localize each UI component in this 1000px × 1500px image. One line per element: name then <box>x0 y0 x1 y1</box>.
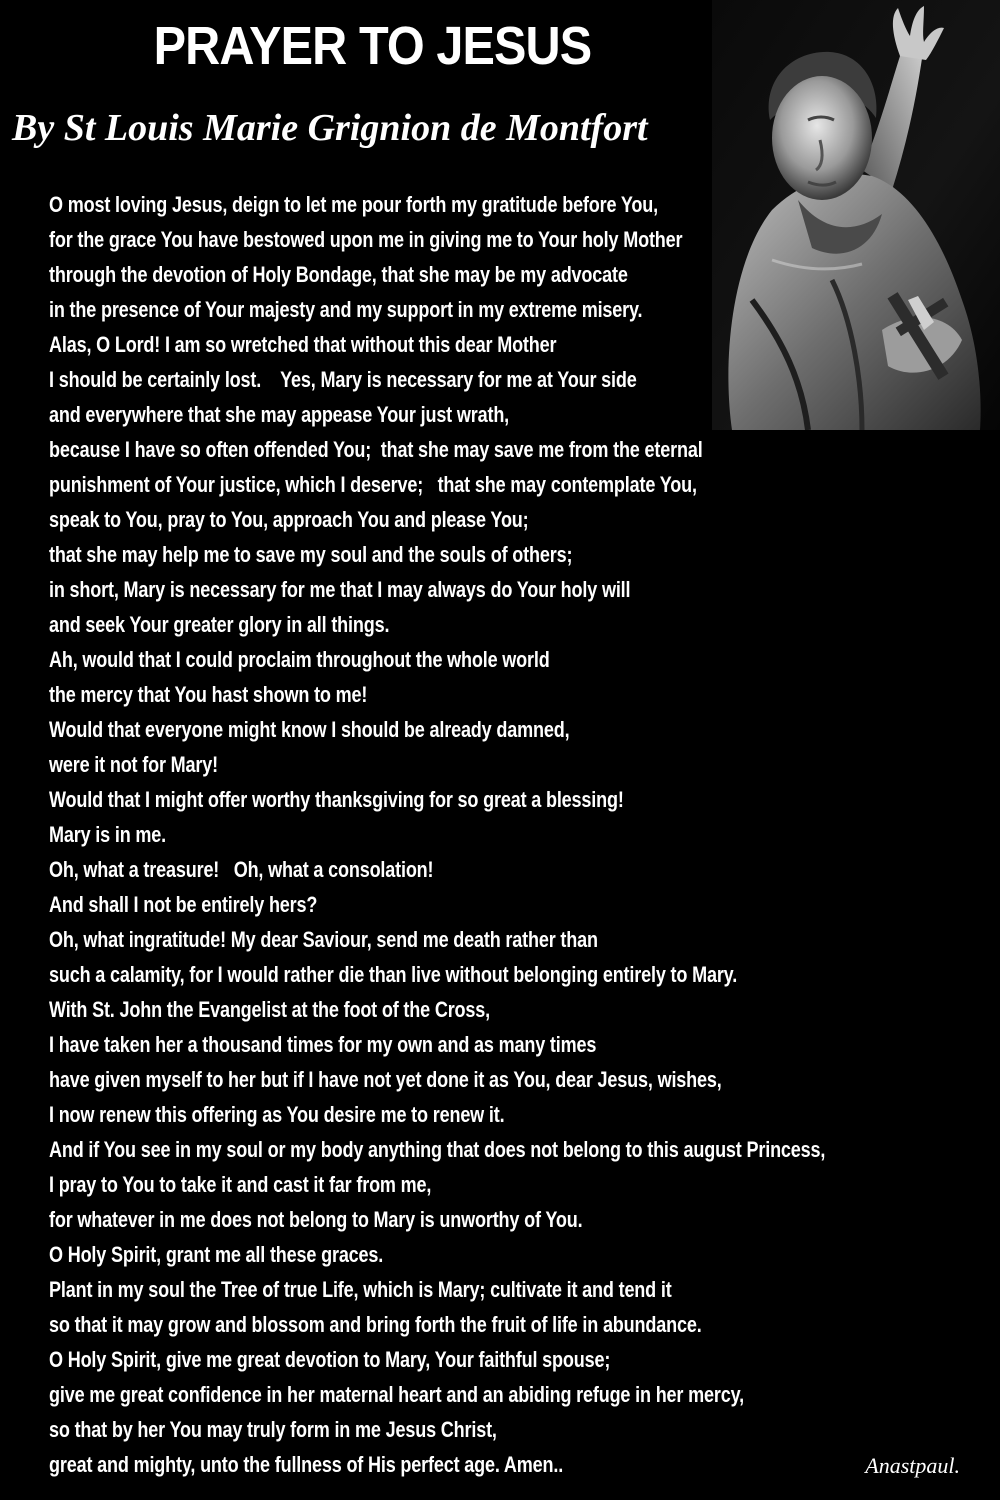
prayer-line: so that it may grow and blossom and bring forth the fruit of life in abundance. <box>49 1312 702 1337</box>
prayer-line: O Holy Spirit, grant me all these graces. <box>49 1242 384 1267</box>
prayer-line: And if You see in my soul or my body anything that does not belong to this august Princess, <box>49 1137 826 1162</box>
page-title: PRAYER TO JESUS <box>153 16 592 76</box>
author-signature: Anastpaul. <box>865 1453 960 1478</box>
prayer-line: speak to You, pray to You, approach You and please You; <box>49 507 529 532</box>
prayer-line: Would that I might offer worthy thanksgiving for so great a blessing! <box>49 787 624 812</box>
prayer-line: and seek Your greater glory in all things. <box>49 612 390 637</box>
prayer-line: O most loving Jesus, deign to let me pour forth my gratitude before You, <box>49 192 658 217</box>
prayer-line: because I have so often offended You; that she may save me from the eternal <box>49 437 703 462</box>
prayer-line: O Holy Spirit, give me great devotion to Mary, Your faithful spouse; <box>49 1347 611 1372</box>
prayer-line: Alas, O Lord! I am so wretched that without this dear Mother <box>49 332 557 357</box>
prayer-line: and everywhere that she may appease Your just wrath, <box>49 402 510 427</box>
prayer-line: through the devotion of Holy Bondage, that she may be my advocate <box>49 262 628 287</box>
prayer-line: that she may help me to save my soul and the souls of others; <box>49 542 573 567</box>
prayer-line: I have taken her a thousand times for my own and as many times <box>49 1032 597 1057</box>
prayer-line: Mary is in me. <box>49 822 167 847</box>
prayer-line: I should be certainly lost. Yes, Mary is necessary for me at Your side <box>49 367 637 392</box>
prayer-line: the mercy that You hast shown to me! <box>49 682 368 707</box>
page-subtitle: By St Louis Marie Grignion de Montfort <box>12 107 648 149</box>
prayer-line: were it not for Mary! <box>49 752 218 777</box>
prayer-line: such a calamity, for I would rather die than live without belonging entirely to Mary. <box>49 962 738 987</box>
prayer-line: have given myself to her but if I have not yet done it as You, dear Jesus, wishes, <box>49 1067 722 1092</box>
prayer-line: I pray to You to take it and cast it far from me, <box>49 1172 432 1197</box>
prayer-line: With St. John the Evangelist at the foot of the Cross, <box>49 997 491 1022</box>
prayer-line: so that by her You may truly form in me Jesus Christ, <box>49 1417 497 1442</box>
prayer-line: for whatever in me does not belong to Mary is unworthy of You. <box>49 1207 583 1232</box>
prayer-line: punishment of Your justice, which I deserve; that she may contemplate You, <box>49 472 697 497</box>
prayer-line: in short, Mary is necessary for me that I may always do Your holy will <box>49 577 631 602</box>
prayer-line: in the presence of Your majesty and my support in my extreme misery. <box>49 297 643 322</box>
prayer-line: And shall I not be entirely hers? <box>49 892 318 917</box>
prayer-text <box>49 187 996 1482</box>
prayer-line: Plant in my soul the Tree of true Life, which is Mary; cultivate it and tend it <box>49 1277 672 1302</box>
prayer-line: I now renew this offering as You desire me to renew it. <box>49 1102 505 1127</box>
prayer-line: give me great confidence in her maternal heart and an abiding refuge in her mercy, <box>49 1382 744 1407</box>
prayer-line: Oh, what ingratitude! My dear Saviour, send me death rather than <box>49 927 598 952</box>
prayer-line: Would that everyone might know I should be already damned, <box>49 717 570 742</box>
prayer-line: for the grace You have bestowed upon me in giving me to Your holy Mother <box>49 227 683 252</box>
prayer-line: Ah, would that I could proclaim throughout the whole world <box>49 647 550 672</box>
prayer-line: great and mighty, unto the fullness of His perfect age. Amen.. <box>49 1452 564 1477</box>
prayer-line: Oh, what a treasure! Oh, what a consolation! <box>49 857 434 882</box>
